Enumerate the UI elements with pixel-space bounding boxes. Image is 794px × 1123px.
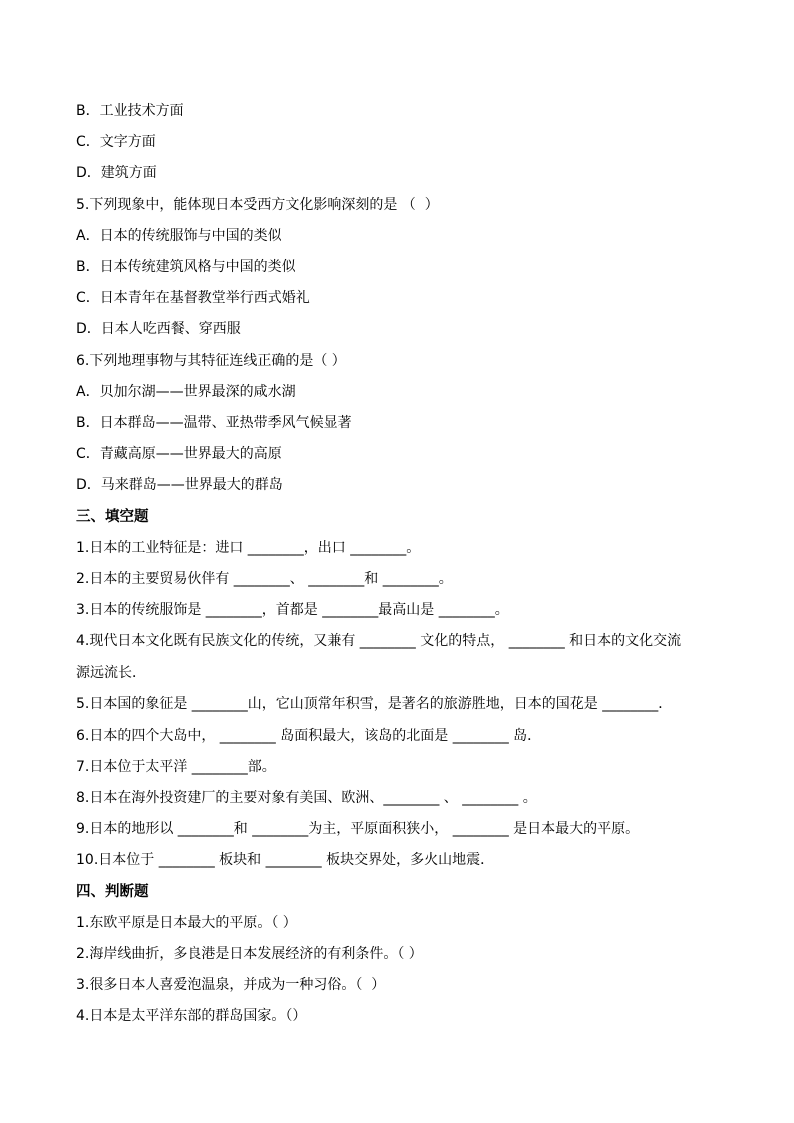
question-6: 6.下列地理事物与其特征连线正确的是（ ） <box>76 353 346 369</box>
option-5b: B．日本传统建筑风格与中国的类似 <box>76 259 296 275</box>
judgment-question-1: 1.东欧平原是日本最大的平原。（ ） <box>76 915 297 931</box>
option-5b-prev: B．工业技术方面 <box>76 103 184 119</box>
option-5a: A．日本的传统服饰与中国的类似 <box>76 228 282 244</box>
option-6d: D．马来群岛——世界最大的群岛 <box>76 477 283 493</box>
fill-question-9: 9.日本的地形以 ________和 ________为主，平原面积狭小， ________ 是日本最大的平原。 <box>76 821 640 837</box>
option-5c-prev: C．文字方面 <box>76 134 156 150</box>
option-5d-prev: D．建筑方面 <box>76 165 157 181</box>
option-6b: B．日本群岛——温带、亚热带季风气候显著 <box>76 415 352 431</box>
fill-question-4: 4.现代日本文化既有民族文化的传统，又兼有 ________ 文化的特点， ________ 和日本的文化交流 <box>76 633 682 649</box>
fill-question-6: 6.日本的四个大岛中， ________ 岛面积最大，该岛的北面是 ________ 岛． <box>76 728 542 744</box>
fill-question-4-continued: 源远流长． <box>76 665 146 681</box>
section-heading-judgment: 四、判断题 <box>76 884 149 900</box>
option-6c: C．青藏高原——世界最大的高原 <box>76 446 282 462</box>
fill-question-3: 3.日本的传统服饰是 ________，首都是 ________最高山是 ________。 <box>76 602 509 618</box>
fill-question-1: 1.日本的工业特征是：进口 ________，出口 ________。 <box>76 540 421 556</box>
judgment-question-2: 2.海岸线曲折，多良港是日本发展经济的有利条件。（ ） <box>76 946 423 962</box>
fill-question-7: 7.日本位于太平洋 ________部。 <box>76 759 276 775</box>
judgment-question-3: 3.很多日本人喜爱泡温泉，并成为一种习俗。（ ） <box>76 977 386 993</box>
judgment-question-4: 4.日本是太平洋东部的群岛国家。（） <box>76 1008 307 1024</box>
option-5c: C．日本青年在基督教堂举行西式婚礼 <box>76 290 310 306</box>
option-5d: D．日本人吃西餐、穿西服 <box>76 321 241 337</box>
section-heading-fill-blank: 三、填空题 <box>76 509 149 525</box>
question-5: 5.下列现象中，能体现日本受西方文化影响深刻的是 （ ） <box>76 197 439 213</box>
fill-question-5: 5.日本国的象征是 ________山，它山顶常年积雪，是著名的旅游胜地，日本的国花是 ________． <box>76 696 673 712</box>
fill-question-10: 10.日本位于 ________ 板块和 ________ 板块交界处，多火山地震． <box>76 852 495 868</box>
fill-question-2: 2.日本的主要贸易伙伴有 ________、 ________和 ________。 <box>76 571 453 587</box>
option-6a: A．贝加尔湖——世界最深的咸水湖 <box>76 384 296 400</box>
fill-question-8: 8.日本在海外投资建厂的主要对象有美国、欧洲、________ 、 ________ 。 <box>76 790 537 806</box>
